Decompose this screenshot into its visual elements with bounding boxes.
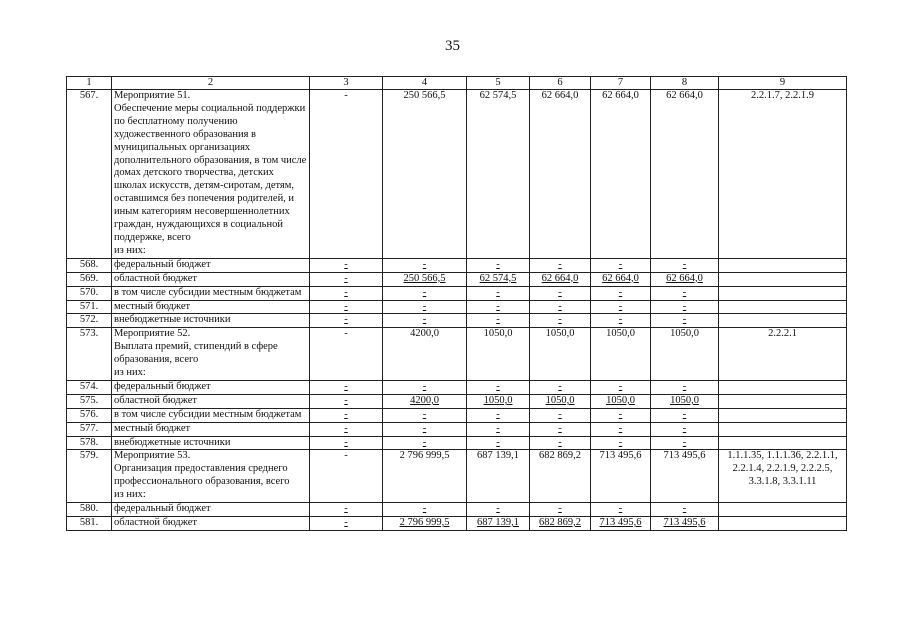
table-row <box>67 408 847 422</box>
cell-col4: 2 796 999,5 <box>383 517 467 531</box>
table-row <box>67 450 847 503</box>
row-number: 579. <box>67 450 112 503</box>
cell-col3: - <box>310 422 383 436</box>
cell-col8: 62 664,0 <box>651 272 719 286</box>
cell-col3: - <box>310 503 383 517</box>
row-number: 580. <box>67 503 112 517</box>
row-number: 567. <box>67 90 112 259</box>
header-cell: 4 <box>383 77 467 90</box>
cell-col3: - <box>310 314 383 328</box>
budget-table <box>66 76 847 531</box>
row-name: Мероприятие 51. Обеспечение меры социальной поддержки по бесплатному получению художественного образования в муниципальных организациях дополнительного образования, в том числе домах детского творчества, детских школах искусств, детям-сиротам, детям, оставшимся без попечения родителей, и иным категориям несовершеннолетних граждан, нуждающихся в социальной поддержке, всего из них: <box>112 90 310 259</box>
header-cell: 9 <box>719 77 847 90</box>
row-name: областной бюджет <box>112 394 310 408</box>
cell-col9 <box>719 286 847 300</box>
cell-col8: 713 495,6 <box>651 450 719 503</box>
row-name: федеральный бюджет <box>112 258 310 272</box>
row-name: Мероприятие 53. Организация предоставления среднего профессионального образования, всего из них: <box>112 450 310 503</box>
cell-col7: 1050,0 <box>591 328 651 381</box>
cell-col8: 1050,0 <box>651 394 719 408</box>
cell-col5: - <box>467 436 530 450</box>
cell-col8: - <box>651 422 719 436</box>
cell-col5: 687 139,1 <box>467 517 530 531</box>
cell-col9 <box>719 503 847 517</box>
table-row <box>67 286 847 300</box>
table-row <box>67 517 847 531</box>
cell-col6: 682 869,2 <box>530 450 591 503</box>
header-cell: 2 <box>112 77 310 90</box>
row-number: 578. <box>67 436 112 450</box>
row-number: 569. <box>67 272 112 286</box>
table-row <box>67 300 847 314</box>
header-cell: 5 <box>467 77 530 90</box>
header-cell: 7 <box>591 77 651 90</box>
header-cell: 3 <box>310 77 383 90</box>
cell-col3: - <box>310 272 383 286</box>
cell-col8: - <box>651 314 719 328</box>
cell-col3: - <box>310 380 383 394</box>
row-name: областной бюджет <box>112 272 310 286</box>
cell-col5: 1050,0 <box>467 394 530 408</box>
cell-col6: - <box>530 436 591 450</box>
table-row <box>67 328 847 381</box>
cell-col8: - <box>651 408 719 422</box>
cell-col6: 1050,0 <box>530 328 591 381</box>
cell-col9 <box>719 394 847 408</box>
cell-col6: - <box>530 314 591 328</box>
cell-col6: - <box>530 422 591 436</box>
cell-col3: - <box>310 450 383 503</box>
cell-col8: 1050,0 <box>651 328 719 381</box>
cell-col7: - <box>591 408 651 422</box>
cell-col3: - <box>310 517 383 531</box>
row-name: в том числе субсидии местным бюджетам <box>112 286 310 300</box>
cell-col7: - <box>591 503 651 517</box>
cell-col4: 250 566,5 <box>383 272 467 286</box>
table-row <box>67 436 847 450</box>
row-number: 576. <box>67 408 112 422</box>
cell-col9 <box>719 436 847 450</box>
row-name: внебюджетные источники <box>112 436 310 450</box>
cell-col9 <box>719 272 847 286</box>
cell-col7: 713 495,6 <box>591 517 651 531</box>
cell-col9 <box>719 300 847 314</box>
cell-col9 <box>719 517 847 531</box>
cell-col4: - <box>383 408 467 422</box>
row-number: 577. <box>67 422 112 436</box>
header-row <box>67 77 847 90</box>
header-cell: 8 <box>651 77 719 90</box>
cell-col4: 4200,0 <box>383 394 467 408</box>
cell-col5: 62 574,5 <box>467 272 530 286</box>
cell-col9: 1.1.1.35, 1.1.1.36, 2.2.1.1, 2.2.1.4, 2.2.1.9, 2.2.2.5, 3.3.1.8, 3.3.1.11 <box>719 450 847 503</box>
cell-col9: 2.2.1.7, 2.2.1.9 <box>719 90 847 259</box>
row-name: местный бюджет <box>112 422 310 436</box>
row-number: 573. <box>67 328 112 381</box>
cell-col7: 1050,0 <box>591 394 651 408</box>
cell-col3: - <box>310 328 383 381</box>
cell-col8: - <box>651 258 719 272</box>
cell-col5: - <box>467 258 530 272</box>
header-cell: 6 <box>530 77 591 90</box>
cell-col4: - <box>383 503 467 517</box>
table-row <box>67 314 847 328</box>
cell-col5: - <box>467 286 530 300</box>
cell-col7: 62 664,0 <box>591 90 651 259</box>
cell-col6: - <box>530 258 591 272</box>
row-name: федеральный бюджет <box>112 503 310 517</box>
row-name: Мероприятие 52. Выплата премий, стипендий в сфере образования, всего из них: <box>112 328 310 381</box>
row-number: 570. <box>67 286 112 300</box>
cell-col6: 1050,0 <box>530 394 591 408</box>
cell-col4: 4200,0 <box>383 328 467 381</box>
cell-col3: - <box>310 394 383 408</box>
cell-col3: - <box>310 408 383 422</box>
cell-col6: 62 664,0 <box>530 90 591 259</box>
cell-col5: - <box>467 300 530 314</box>
cell-col5: - <box>467 380 530 394</box>
cell-col8: 62 664,0 <box>651 90 719 259</box>
cell-col4: - <box>383 380 467 394</box>
cell-col7: 62 664,0 <box>591 272 651 286</box>
cell-col6: - <box>530 408 591 422</box>
row-number: 575. <box>67 394 112 408</box>
cell-col7: - <box>591 380 651 394</box>
cell-col7: - <box>591 436 651 450</box>
cell-col8: 713 495,6 <box>651 517 719 531</box>
cell-col3: - <box>310 90 383 259</box>
cell-col7: - <box>591 300 651 314</box>
cell-col4: - <box>383 286 467 300</box>
cell-col5: 1050,0 <box>467 328 530 381</box>
table-row <box>67 503 847 517</box>
cell-col8: - <box>651 503 719 517</box>
cell-col7: - <box>591 422 651 436</box>
cell-col4: 250 566,5 <box>383 90 467 259</box>
cell-col6: - <box>530 380 591 394</box>
cell-col3: - <box>310 436 383 450</box>
cell-col5: - <box>467 314 530 328</box>
cell-col3: - <box>310 300 383 314</box>
cell-col3: - <box>310 286 383 300</box>
cell-col7: 713 495,6 <box>591 450 651 503</box>
cell-col4: - <box>383 300 467 314</box>
cell-col5: - <box>467 503 530 517</box>
row-number: 572. <box>67 314 112 328</box>
row-number: 581. <box>67 517 112 531</box>
cell-col4: 2 796 999,5 <box>383 450 467 503</box>
page-number: 35 <box>445 38 460 54</box>
cell-col8: - <box>651 436 719 450</box>
table-row <box>67 90 847 259</box>
cell-col8: - <box>651 380 719 394</box>
cell-col9 <box>719 314 847 328</box>
cell-col6: - <box>530 300 591 314</box>
table-row <box>67 422 847 436</box>
row-name: местный бюджет <box>112 300 310 314</box>
row-number: 568. <box>67 258 112 272</box>
cell-col4: - <box>383 314 467 328</box>
row-name: в том числе субсидии местным бюджетам <box>112 408 310 422</box>
cell-col9 <box>719 380 847 394</box>
row-name: областной бюджет <box>112 517 310 531</box>
cell-col7: - <box>591 286 651 300</box>
table-row <box>67 394 847 408</box>
cell-col6: - <box>530 286 591 300</box>
cell-col4: - <box>383 422 467 436</box>
row-number: 574. <box>67 380 112 394</box>
cell-col8: - <box>651 300 719 314</box>
cell-col5: 687 139,1 <box>467 450 530 503</box>
row-number: 571. <box>67 300 112 314</box>
cell-col9 <box>719 408 847 422</box>
row-name: федеральный бюджет <box>112 380 310 394</box>
cell-col9 <box>719 258 847 272</box>
table-row <box>67 380 847 394</box>
cell-col4: - <box>383 258 467 272</box>
cell-col6: 62 664,0 <box>530 272 591 286</box>
cell-col7: - <box>591 314 651 328</box>
cell-col9: 2.2.2.1 <box>719 328 847 381</box>
cell-col6: - <box>530 503 591 517</box>
cell-col4: - <box>383 436 467 450</box>
cell-col5: 62 574,5 <box>467 90 530 259</box>
cell-col5: - <box>467 422 530 436</box>
cell-col5: - <box>467 408 530 422</box>
cell-col7: - <box>591 258 651 272</box>
cell-col6: 682 869,2 <box>530 517 591 531</box>
cell-col9 <box>719 422 847 436</box>
cell-col8: - <box>651 286 719 300</box>
row-name: внебюджетные источники <box>112 314 310 328</box>
table-row <box>67 272 847 286</box>
table-row <box>67 258 847 272</box>
header-cell: 1 <box>67 77 112 90</box>
cell-col3: - <box>310 258 383 272</box>
